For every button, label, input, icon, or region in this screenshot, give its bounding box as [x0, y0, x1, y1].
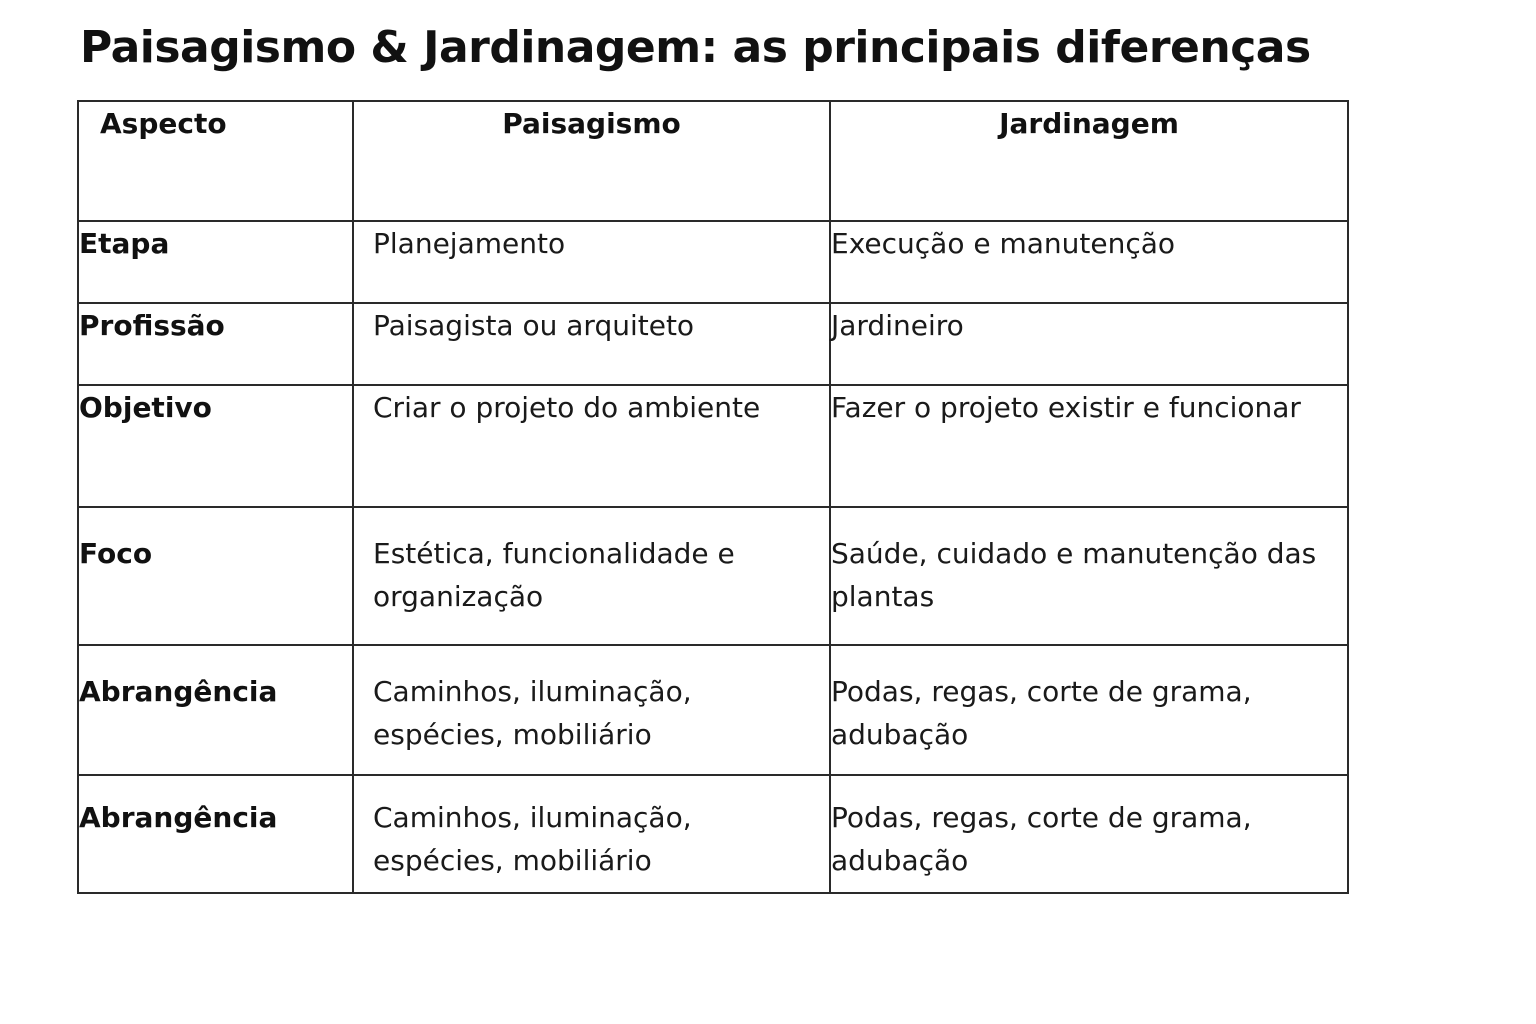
row-aspect-label: Abrangência [78, 775, 353, 893]
jardinagem-cell: Fazer o projeto existir e funcionar [830, 385, 1348, 507]
comparison-table [77, 100, 1349, 894]
row-aspect-label: Foco [78, 507, 353, 645]
row-aspect-label: Profissão [78, 303, 353, 385]
page-title: Paisagismo & Jardinagem: as principais diferenças [80, 22, 1311, 73]
paisagismo-cell: Estética, funcionalidade e organização [353, 507, 830, 645]
paisagismo-cell: Paisagista ou arquiteto [353, 303, 830, 385]
table-row [78, 507, 1348, 645]
paisagismo-cell: Planejamento [353, 221, 830, 303]
jardinagem-cell: Jardineiro [830, 303, 1348, 385]
jardinagem-cell: Podas, regas, corte de grama, adubação [830, 775, 1348, 893]
jardinagem-cell: Podas, regas, corte de grama, adubação [830, 645, 1348, 775]
table-header-row [78, 101, 1348, 221]
row-aspect-label: Objetivo [78, 385, 353, 507]
column-header-paisagismo: Paisagismo [353, 101, 830, 221]
table-row [78, 385, 1348, 507]
paisagismo-cell: Caminhos, iluminação, espécies, mobiliário [353, 645, 830, 775]
column-header-aspecto: Aspecto [78, 101, 353, 221]
row-aspect-label: Abrangência [78, 645, 353, 775]
table-row [78, 221, 1348, 303]
table-row [78, 775, 1348, 893]
column-header-jardinagem: Jardinagem [830, 101, 1348, 221]
row-aspect-label: Etapa [78, 221, 353, 303]
table-row [78, 303, 1348, 385]
paisagismo-cell: Criar o projeto do ambiente [353, 385, 830, 507]
jardinagem-cell: Execução e manutenção [830, 221, 1348, 303]
table-row [78, 645, 1348, 775]
paisagismo-cell: Caminhos, iluminação, espécies, mobiliário [353, 775, 830, 893]
jardinagem-cell: Saúde, cuidado e manutenção das plantas [830, 507, 1348, 645]
